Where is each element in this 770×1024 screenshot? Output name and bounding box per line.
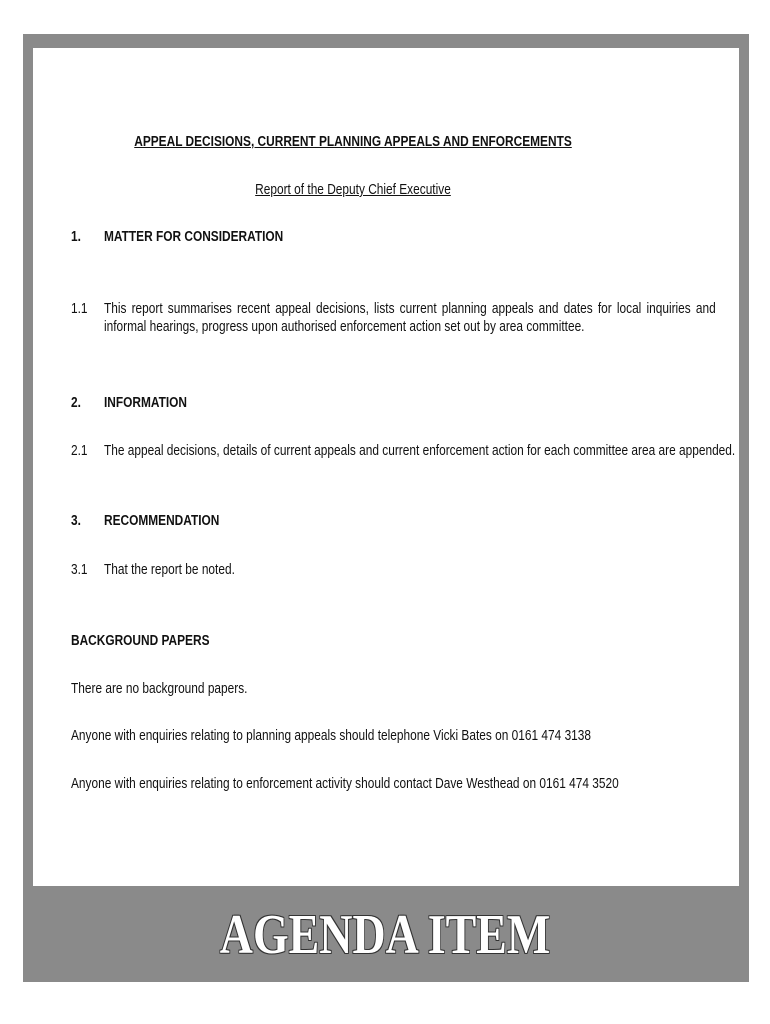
paragraph-1-1-number: 1.1	[71, 301, 88, 317]
section-2-number: 2.	[71, 395, 81, 411]
enquiries-enforcement: Anyone with enquiries relating to enforcement activity should contact Dave Westhead on 0161 474 3520	[71, 776, 619, 792]
paragraph-1-1-text: This report summarises recent appeal decisions, lists current planning appeals and dates for local inquiries and informal hearings, progress upon authorised enforcement action set out by area committee.	[104, 301, 716, 335]
section-1-heading: MATTER FOR CONSIDERATION	[104, 229, 284, 245]
section-2-heading: INFORMATION	[104, 395, 187, 411]
paragraph-2-1-text: The appeal decisions, details of current appeals and current enforcement action for each committee area are appended.	[104, 443, 736, 459]
paragraph-3-1-number: 3.1	[71, 562, 88, 578]
document-page	[33, 48, 739, 886]
document-title: APPEAL DECISIONS, CURRENT PLANNING APPEALS AND ENFORCEMENTS	[134, 134, 572, 150]
document-subtitle: Report of the Deputy Chief Executive	[255, 182, 451, 198]
section-1-number: 1.	[71, 229, 81, 245]
paragraph-1-1	[104, 300, 716, 336]
paragraph-2-1-number: 2.1	[71, 443, 88, 459]
background-papers-text: There are no background papers.	[71, 681, 248, 697]
section-3-heading: RECOMMENDATION	[104, 513, 220, 529]
background-papers-heading: BACKGROUND PAPERS	[71, 633, 210, 649]
paragraph-3-1-text: That the report be noted.	[104, 562, 235, 578]
section-3-number: 3.	[71, 513, 81, 529]
agenda-item-banner: AGENDA ITEM	[219, 904, 551, 966]
enquiries-planning-appeals: Anyone with enquiries relating to planning appeals should telephone Vicki Bates on 0161 474 3138	[71, 728, 592, 744]
